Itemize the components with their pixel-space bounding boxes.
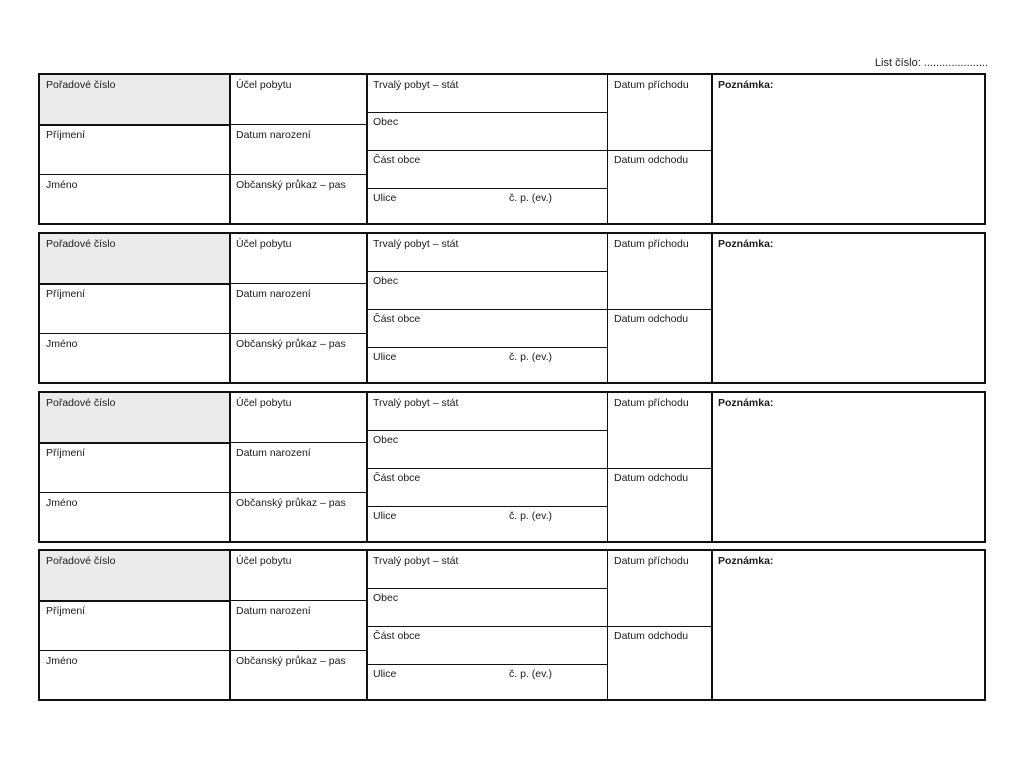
- municipality-cell[interactable]: [367, 430, 608, 468]
- divider: [607, 551, 608, 699]
- divider: [367, 309, 608, 310]
- street-cell[interactable]: [367, 188, 608, 225]
- purpose-cell[interactable]: [230, 75, 367, 125]
- note-label: Poznámka:: [718, 555, 774, 567]
- first-name-label: Jméno: [46, 497, 78, 509]
- id-card-label: Občanský průkaz – pas: [236, 179, 346, 191]
- house-number-label: č. p. (ev.): [509, 668, 552, 680]
- divider: [608, 626, 712, 627]
- birth-date-label: Datum narození: [236, 605, 311, 617]
- id-card-cell[interactable]: [230, 651, 367, 701]
- guest-record: [38, 549, 986, 701]
- divider: [366, 551, 368, 699]
- divider: [40, 124, 230, 126]
- residence-state-cell[interactable]: [367, 551, 608, 588]
- divider: [711, 551, 713, 699]
- id-card-label: Občanský průkaz – pas: [236, 338, 346, 350]
- departure-date-label: Datum odchodu: [614, 630, 689, 642]
- order-number-cell[interactable]: [40, 393, 230, 443]
- departure-date-label: Datum odchodu: [614, 313, 689, 325]
- divider: [367, 150, 608, 151]
- street-label: Ulice: [373, 351, 397, 363]
- municipality-cell[interactable]: [367, 271, 608, 309]
- divider: [229, 393, 231, 541]
- surname-label: Příjmení: [46, 288, 86, 300]
- list-number: List číslo: .....................: [874, 57, 988, 69]
- divider: [608, 309, 712, 310]
- residence-state-cell[interactable]: [367, 393, 608, 430]
- divider: [40, 650, 367, 651]
- order-number-label: Pořadové číslo: [46, 79, 116, 91]
- town-part-label: Část obce: [373, 472, 421, 484]
- departure-date-cell[interactable]: [608, 150, 712, 225]
- town-part-label: Část obce: [373, 154, 421, 166]
- municipality-label: Obec: [373, 434, 399, 446]
- birth-date-label: Datum narození: [236, 129, 311, 141]
- divider: [367, 588, 608, 589]
- town-part-label: Část obce: [373, 630, 421, 642]
- divider: [367, 506, 608, 507]
- departure-date-label: Datum odchodu: [614, 154, 689, 166]
- arrival-date-label: Datum příchodu: [614, 238, 689, 250]
- divider: [711, 75, 713, 223]
- birth-date-cell[interactable]: [230, 443, 367, 493]
- divider: [40, 442, 230, 444]
- note-label: Poznámka:: [718, 397, 774, 409]
- divider: [40, 600, 230, 602]
- note-cell[interactable]: [712, 75, 984, 225]
- purpose-cell[interactable]: [230, 551, 367, 601]
- divider: [366, 75, 368, 223]
- first-name-label: Jméno: [46, 655, 78, 667]
- departure-date-cell[interactable]: [608, 309, 712, 384]
- first-name-cell[interactable]: [40, 175, 230, 225]
- house-number-label: č. p. (ev.): [509, 510, 552, 522]
- first-name-cell[interactable]: [40, 493, 230, 543]
- arrival-date-label: Datum příchodu: [614, 555, 689, 567]
- street-cell[interactable]: [367, 506, 608, 543]
- purpose-label: Účel pobytu: [236, 79, 292, 91]
- surname-cell[interactable]: [40, 125, 230, 175]
- id-card-cell[interactable]: [230, 334, 367, 384]
- divider: [608, 468, 712, 469]
- order-number-label: Pořadové číslo: [46, 238, 116, 250]
- municipality-cell[interactable]: [367, 588, 608, 626]
- municipality-label: Obec: [373, 592, 399, 604]
- first-name-label: Jméno: [46, 179, 78, 191]
- arrival-date-cell[interactable]: [608, 551, 712, 626]
- surname-cell[interactable]: [40, 601, 230, 651]
- house-number-label: č. p. (ev.): [509, 351, 552, 363]
- divider: [40, 174, 367, 175]
- arrival-date-label: Datum příchodu: [614, 79, 689, 91]
- divider: [230, 442, 367, 443]
- street-cell[interactable]: [367, 347, 608, 384]
- divider: [367, 430, 608, 431]
- town-part-cell[interactable]: [367, 150, 608, 188]
- town-part-cell[interactable]: [367, 468, 608, 506]
- surname-label: Příjmení: [46, 129, 86, 141]
- town-part-cell[interactable]: [367, 309, 608, 347]
- order-number-cell[interactable]: [40, 75, 230, 125]
- divider: [367, 271, 608, 272]
- divider: [230, 124, 367, 125]
- divider: [40, 283, 230, 285]
- note-label: Poznámka:: [718, 238, 774, 250]
- divider: [367, 626, 608, 627]
- residence-state-label: Trvalý pobyt – stát: [373, 238, 459, 250]
- divider: [366, 234, 368, 382]
- residence-state-label: Trvalý pobyt – stát: [373, 555, 459, 567]
- first-name-cell[interactable]: [40, 334, 230, 384]
- municipality-label: Obec: [373, 275, 399, 287]
- divider: [607, 393, 608, 541]
- birth-date-label: Datum narození: [236, 288, 311, 300]
- town-part-label: Část obce: [373, 313, 421, 325]
- divider: [229, 234, 231, 382]
- order-number-label: Pořadové číslo: [46, 397, 116, 409]
- residence-state-label: Trvalý pobyt – stát: [373, 79, 459, 91]
- street-label: Ulice: [373, 192, 397, 204]
- guest-record: [38, 232, 986, 384]
- note-cell[interactable]: [712, 234, 984, 384]
- divider: [608, 150, 712, 151]
- divider: [367, 188, 608, 189]
- purpose-cell[interactable]: [230, 234, 367, 284]
- departure-date-cell[interactable]: [608, 468, 712, 543]
- divider: [607, 75, 608, 223]
- arrival-date-cell[interactable]: [608, 75, 712, 150]
- municipality-cell[interactable]: [367, 112, 608, 150]
- surname-cell[interactable]: [40, 443, 230, 493]
- purpose-label: Účel pobytu: [236, 397, 292, 409]
- divider: [711, 393, 713, 541]
- street-cell[interactable]: [367, 664, 608, 701]
- birth-date-cell[interactable]: [230, 125, 367, 175]
- order-number-cell[interactable]: [40, 234, 230, 284]
- birth-date-label: Datum narození: [236, 447, 311, 459]
- divider: [40, 333, 367, 334]
- divider: [40, 492, 367, 493]
- note-cell[interactable]: [712, 393, 984, 543]
- surname-label: Příjmení: [46, 447, 86, 459]
- arrival-date-cell[interactable]: [608, 234, 712, 309]
- arrival-date-label: Datum příchodu: [614, 397, 689, 409]
- street-label: Ulice: [373, 668, 397, 680]
- birth-date-cell[interactable]: [230, 284, 367, 334]
- first-name-cell[interactable]: [40, 651, 230, 701]
- purpose-label: Účel pobytu: [236, 238, 292, 250]
- town-part-cell[interactable]: [367, 626, 608, 664]
- note-label: Poznámka:: [718, 79, 774, 91]
- arrival-date-cell[interactable]: [608, 393, 712, 468]
- birth-date-cell[interactable]: [230, 601, 367, 651]
- municipality-label: Obec: [373, 116, 399, 128]
- id-card-label: Občanský průkaz – pas: [236, 497, 346, 509]
- divider: [230, 600, 367, 601]
- id-card-cell[interactable]: [230, 493, 367, 543]
- departure-date-label: Datum odchodu: [614, 472, 689, 484]
- purpose-label: Účel pobytu: [236, 555, 292, 567]
- id-card-label: Občanský průkaz – pas: [236, 655, 346, 667]
- guest-record: [38, 73, 986, 225]
- departure-date-cell[interactable]: [608, 626, 712, 701]
- residence-state-cell[interactable]: [367, 234, 608, 271]
- street-label: Ulice: [373, 510, 397, 522]
- first-name-label: Jméno: [46, 338, 78, 350]
- divider: [367, 664, 608, 665]
- divider: [607, 234, 608, 382]
- divider: [229, 75, 231, 223]
- order-number-label: Pořadové číslo: [46, 555, 116, 567]
- guest-record: [38, 391, 986, 543]
- note-cell[interactable]: [712, 551, 984, 701]
- divider: [229, 551, 231, 699]
- purpose-cell[interactable]: [230, 393, 367, 443]
- order-number-cell[interactable]: [40, 551, 230, 601]
- house-number-label: č. p. (ev.): [509, 192, 552, 204]
- divider: [367, 468, 608, 469]
- divider: [367, 347, 608, 348]
- surname-cell[interactable]: [40, 284, 230, 334]
- divider: [230, 283, 367, 284]
- id-card-cell[interactable]: [230, 175, 367, 225]
- divider: [367, 112, 608, 113]
- divider: [366, 393, 368, 541]
- divider: [711, 234, 713, 382]
- residence-state-cell[interactable]: [367, 75, 608, 112]
- residence-state-label: Trvalý pobyt – stát: [373, 397, 459, 409]
- surname-label: Příjmení: [46, 605, 86, 617]
